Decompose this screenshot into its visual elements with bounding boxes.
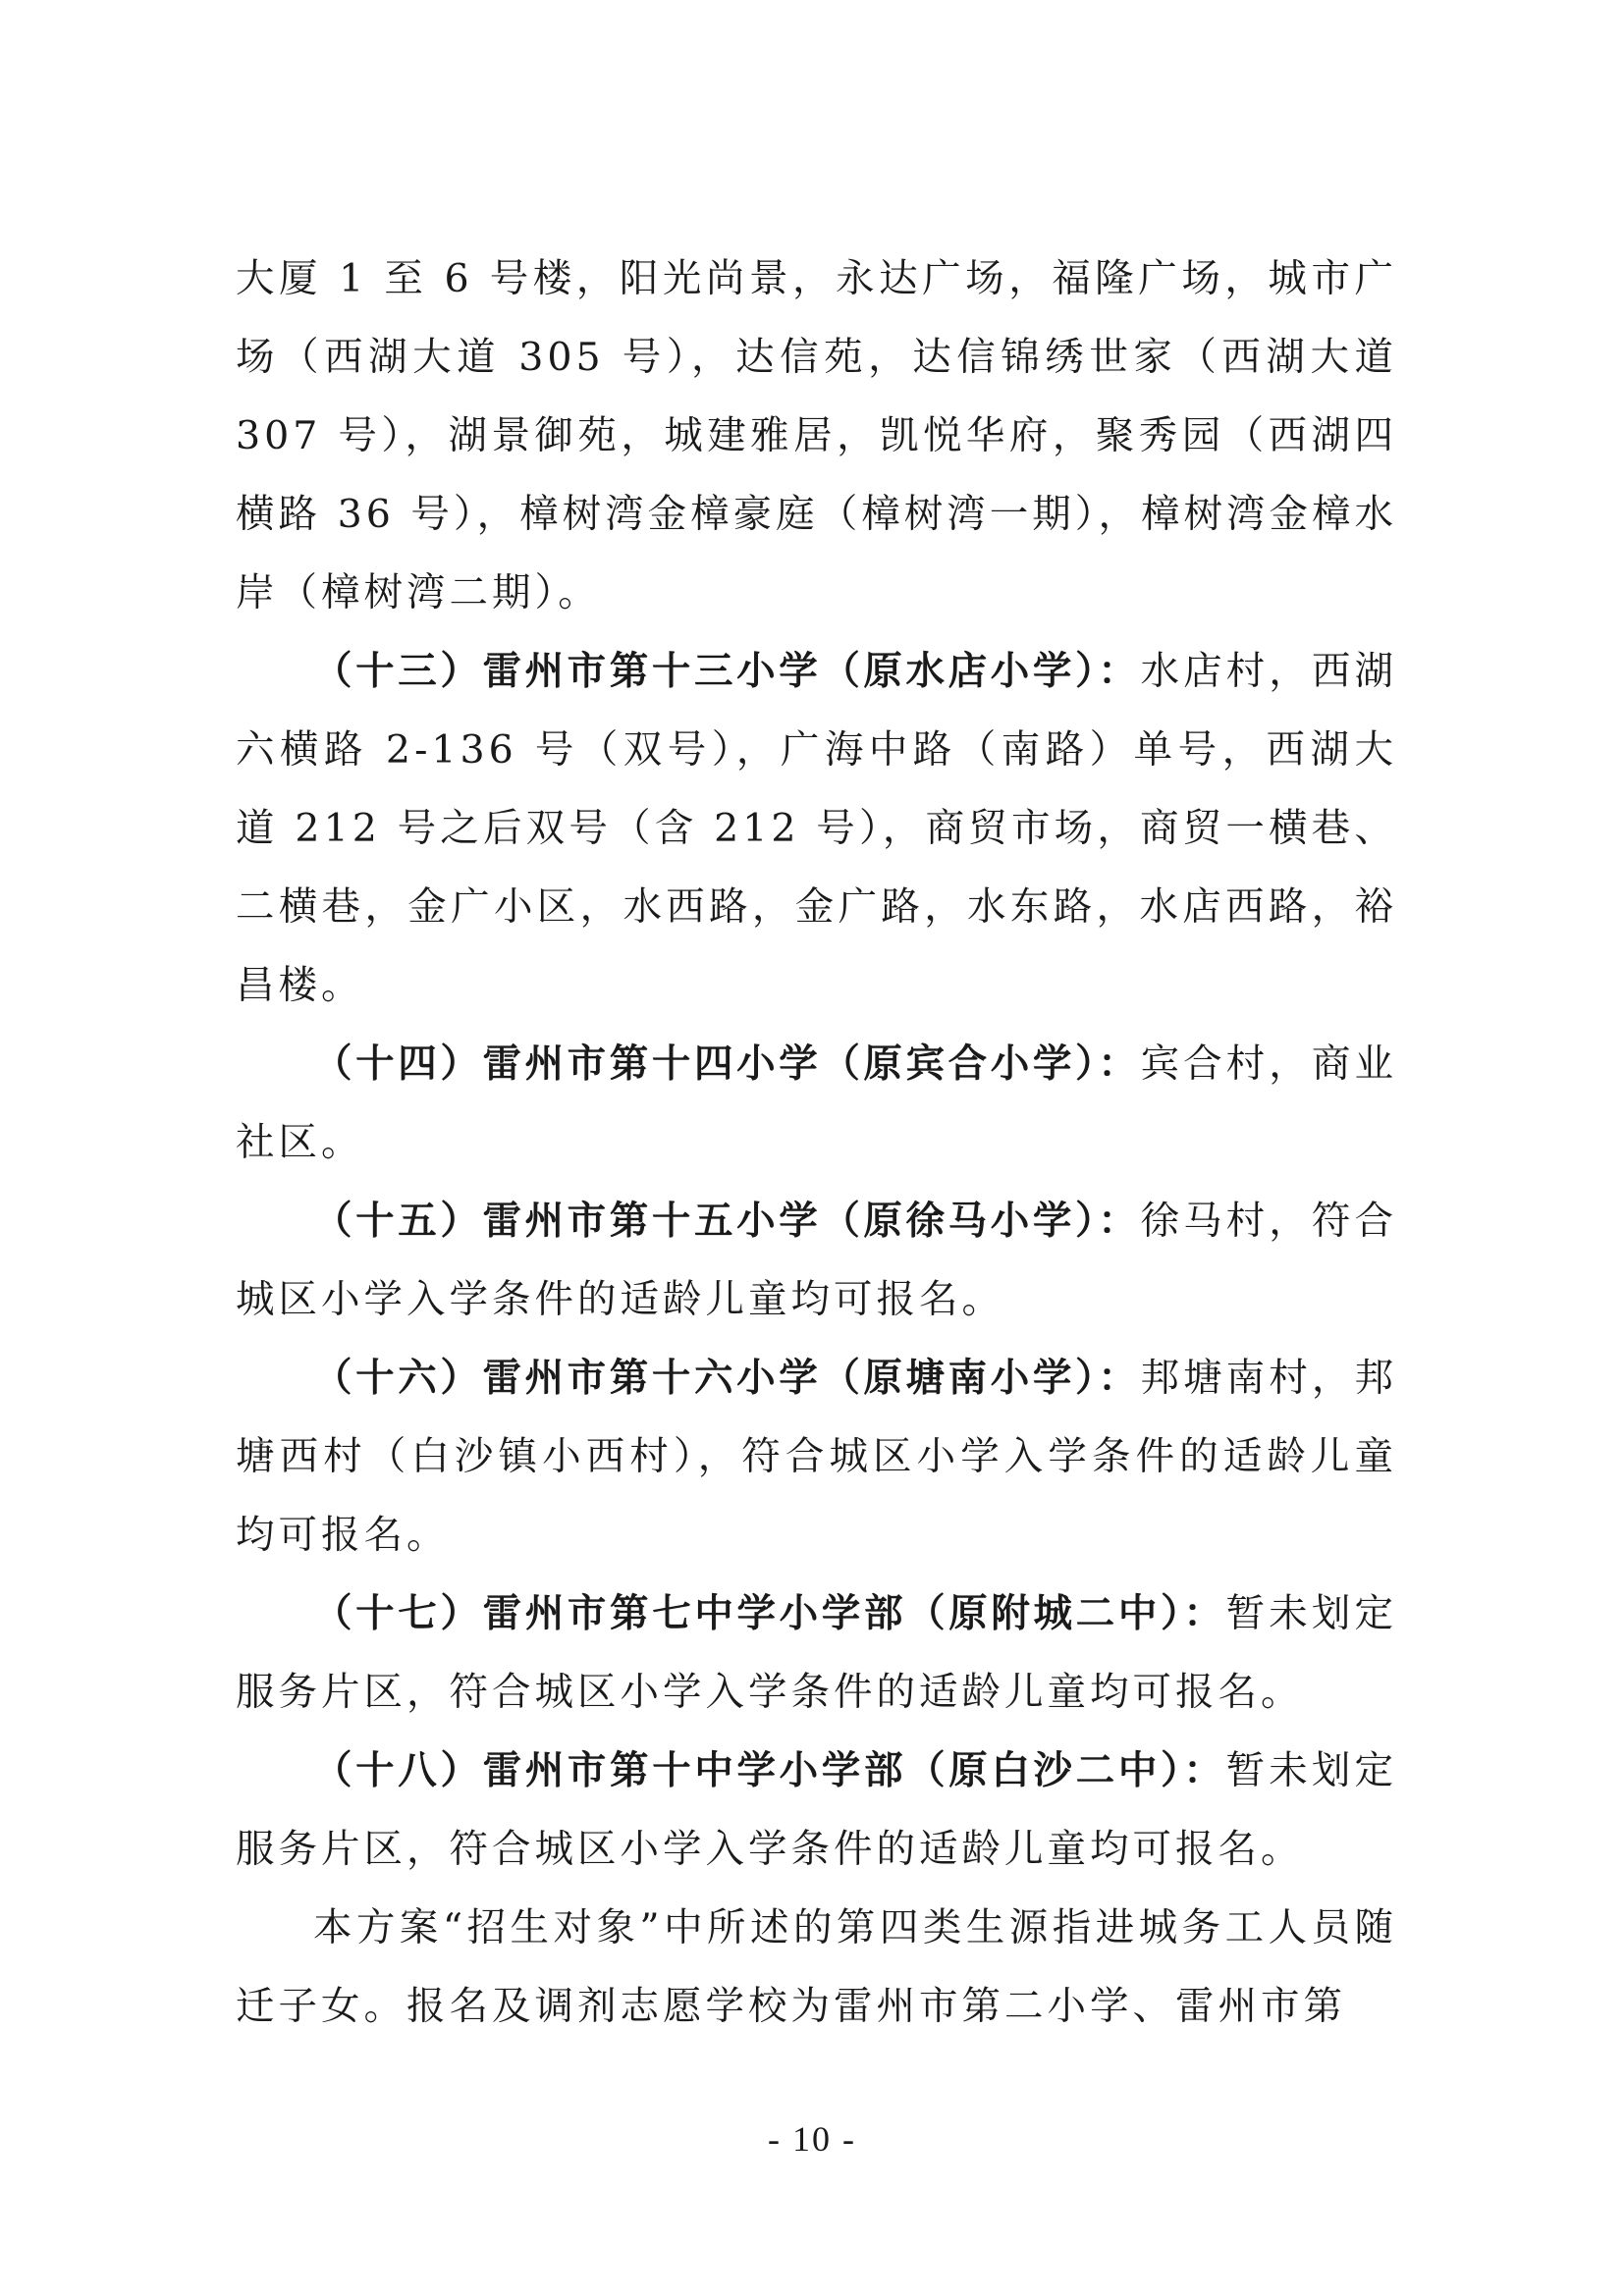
paragraph-school-17	[236, 1575, 1397, 1732]
paragraph-text: 水店村，西湖六横路 2-136 号（双号），广海中路（南路）单号，西湖大道 212 号之后双号（含 212 号），商贸市场，商贸一横巷、二横巷，金广小区，水西路，金广路，水东路，水店西路，裕昌楼。	[236, 649, 1398, 1008]
paragraph-school-14	[236, 1025, 1397, 1182]
document-body	[236, 240, 1397, 2046]
school-heading: （十五）雷州市第十五小学（原徐马小学）：	[313, 1199, 1141, 1244]
school-heading: （十七）雷州市第七中学小学部（原附城二中）：	[313, 1591, 1226, 1636]
school-heading: （十八）雷州市第十中学小学部（原白沙二中）：	[313, 1748, 1226, 1793]
paragraph-text: 暂未划定服务片区，符合城区小学入学条件的适龄儿童均可报名。	[236, 1591, 1398, 1715]
page-number: - 10 -	[768, 2119, 856, 2159]
paragraph-school-15	[236, 1182, 1397, 1339]
paragraph-text: 大厦 1 至 6 号楼，阳光尚景，永达广场，福隆广场，城市广场（西湖大道 305 号），达信苑，达信锦绣世家（西湖大道 307 号），湖景御苑，城建雅居，凯悦华府，聚秀园（西湖四横路 36 号），樟树湾金樟豪庭（樟树湾一期），樟树湾金樟水岸（樟树湾二期）。	[236, 256, 1397, 615]
paragraph-school-16	[236, 1339, 1397, 1575]
paragraph-school-18	[236, 1732, 1397, 1889]
paragraph-text: 宾合村，商业社区。	[236, 1041, 1398, 1165]
paragraph-text: 暂未划定服务片区，符合城区小学入学条件的适龄儿童均可报名。	[236, 1748, 1398, 1872]
paragraph-continuation	[236, 240, 1397, 632]
paragraph-text: 徐马村，符合城区小学入学条件的适龄儿童均可报名。	[236, 1199, 1398, 1322]
paragraph-text: 邦塘南村，邦塘西村（白沙镇小西村），符合城区小学入学条件的适龄儿童均可报名。	[236, 1356, 1398, 1558]
paragraph-school-13	[236, 632, 1397, 1025]
paragraph-text: 本方案“招生对象”中所述的第四类生源指进城务工人员随迁子女。报名及调剂志愿学校为雷州市第二小学、雷州市第	[236, 1905, 1397, 2029]
school-heading: （十六）雷州市第十六小学（原塘南小学）：	[313, 1356, 1141, 1401]
school-heading: （十四）雷州市第十四小学（原宾合小学）：	[313, 1041, 1141, 1087]
school-heading: （十三）雷州市第十三小学（原水店小学）：	[313, 649, 1141, 694]
paragraph-migrant-children	[236, 1889, 1397, 2046]
